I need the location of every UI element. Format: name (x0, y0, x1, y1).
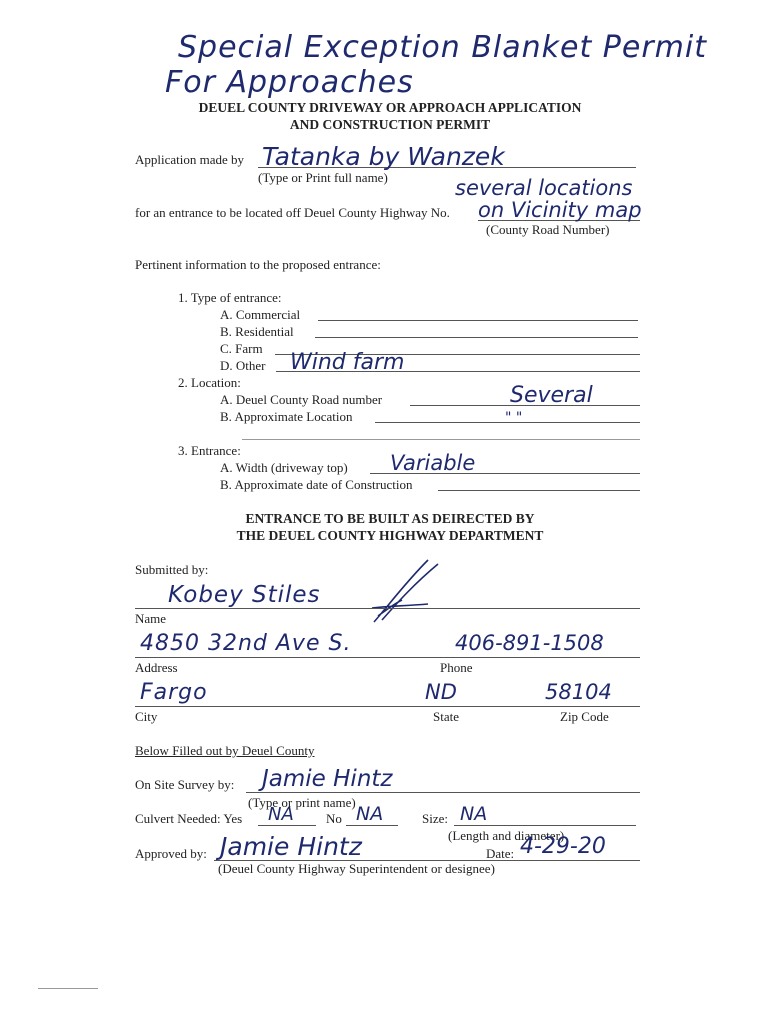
culvert-yes-value[interactable]: NA (268, 804, 294, 825)
highway-value-line1[interactable]: several locations (455, 176, 633, 200)
made-by-label: Application made by (135, 152, 245, 167)
culvert-label: Culvert Needed: Yes (135, 811, 243, 826)
handwritten-title-line1: Special Exception Blanket Permit (178, 30, 707, 65)
county-section-label: Below Filled out by Deuel County (135, 743, 315, 758)
submitter-name-label: Name (135, 611, 167, 626)
submitter-address-value[interactable]: 4850 32nd Ave S. (140, 631, 352, 656)
road-number-label: A. Deuel County Road number (220, 392, 383, 407)
survey-line (246, 792, 640, 793)
submitter-address-label: Address (135, 660, 178, 675)
approved-date-label: Date: (486, 846, 515, 861)
survey-hint: (Type or print name) (248, 795, 356, 810)
address-phone-line (135, 657, 640, 658)
culvert-no-value[interactable]: NA (356, 803, 384, 825)
option-commercial-line[interactable] (318, 320, 638, 321)
option-residential-label: B. Residential (220, 324, 294, 339)
survey-value[interactable]: Jamie Hintz (262, 766, 393, 792)
notice-line1: ENTRANCE TO BE BUILT AS DEIRECTED BY (245, 511, 535, 526)
submitter-zip-value[interactable]: 58104 (545, 680, 612, 704)
notice-line2: THE DEUEL COUNTY HIGHWAY DEPARTMENT (236, 528, 544, 543)
entrance-location-label: for an entrance to be located off Deuel County Highway No. (135, 205, 450, 220)
made-by-value[interactable]: Tatanka by Wanzek (262, 142, 505, 171)
type-of-entrance-label: 1. Type of entrance: (178, 290, 282, 305)
form-title-line2: AND CONSTRUCTION PERMIT (289, 117, 491, 132)
handwritten-title-line2: For Approaches (165, 65, 414, 100)
submitter-city-label: City (135, 709, 158, 724)
option-residential-line[interactable] (315, 337, 638, 338)
approved-value[interactable]: Jamie Hintz (220, 832, 362, 861)
location-label: 2. Location: (178, 375, 241, 390)
size-label: Size: (422, 811, 448, 826)
construction-date-line[interactable] (438, 490, 640, 491)
form-title-line1: DEUEL COUNTY DRIVEWAY OR APPROACH APPLICATION (198, 100, 582, 115)
submitter-name-value[interactable]: Kobey Stiles (168, 582, 321, 608)
approx-location-label: B. Approximate Location (220, 409, 353, 424)
submitter-state-label: State (433, 709, 459, 724)
location-extra-line (242, 439, 640, 440)
city-state-zip-line (135, 706, 640, 707)
signature-scribble (368, 556, 448, 628)
approved-label: Approved by: (135, 846, 207, 861)
size-hint: (Length and diameter) (448, 828, 565, 843)
highway-hint: (County Road Number) (486, 222, 610, 237)
option-other-value[interactable]: Wind farm (290, 350, 405, 375)
bottom-mark (38, 988, 98, 989)
option-commercial-label: A. Commercial (220, 307, 301, 322)
size-value[interactable]: NA (460, 803, 488, 825)
culvert-no-line (346, 825, 398, 826)
survey-label: On Site Survey by: (135, 777, 235, 792)
made-by-hint: (Type or Print full name) (258, 170, 388, 185)
size-line (454, 825, 636, 826)
road-number-value[interactable]: Several (510, 383, 593, 408)
entrance-label: 3. Entrance: (178, 443, 241, 458)
construction-date-label: B. Approximate date of Construction (220, 477, 413, 492)
width-value[interactable]: Variable (390, 451, 476, 475)
highway-value-line2[interactable]: on Vicinity map (478, 198, 642, 222)
option-other-label: D. Other (220, 358, 266, 373)
submitter-phone-value[interactable]: 406-891-1508 (455, 631, 604, 655)
approx-location-value[interactable]: " " (505, 410, 523, 426)
submitter-phone-label: Phone (440, 660, 473, 675)
approved-date-value[interactable]: 4-29-20 (520, 834, 606, 859)
pertinent-label: Pertinent information to the proposed entrance: (135, 257, 381, 272)
option-farm-label: C. Farm (220, 341, 263, 356)
submitter-city-value[interactable]: Fargo (140, 680, 208, 705)
width-label: A. Width (driveway top) (220, 460, 348, 475)
culvert-no-label: No (326, 811, 342, 826)
approved-hint: (Deuel County Highway Superintendent or designee) (218, 861, 495, 876)
culvert-yes-line (258, 825, 316, 826)
submitter-state-value[interactable]: ND (425, 680, 457, 704)
submitted-by-label: Submitted by: (135, 562, 209, 577)
submitter-zip-label: Zip Code (560, 709, 609, 724)
submitter-name-line (135, 608, 640, 609)
